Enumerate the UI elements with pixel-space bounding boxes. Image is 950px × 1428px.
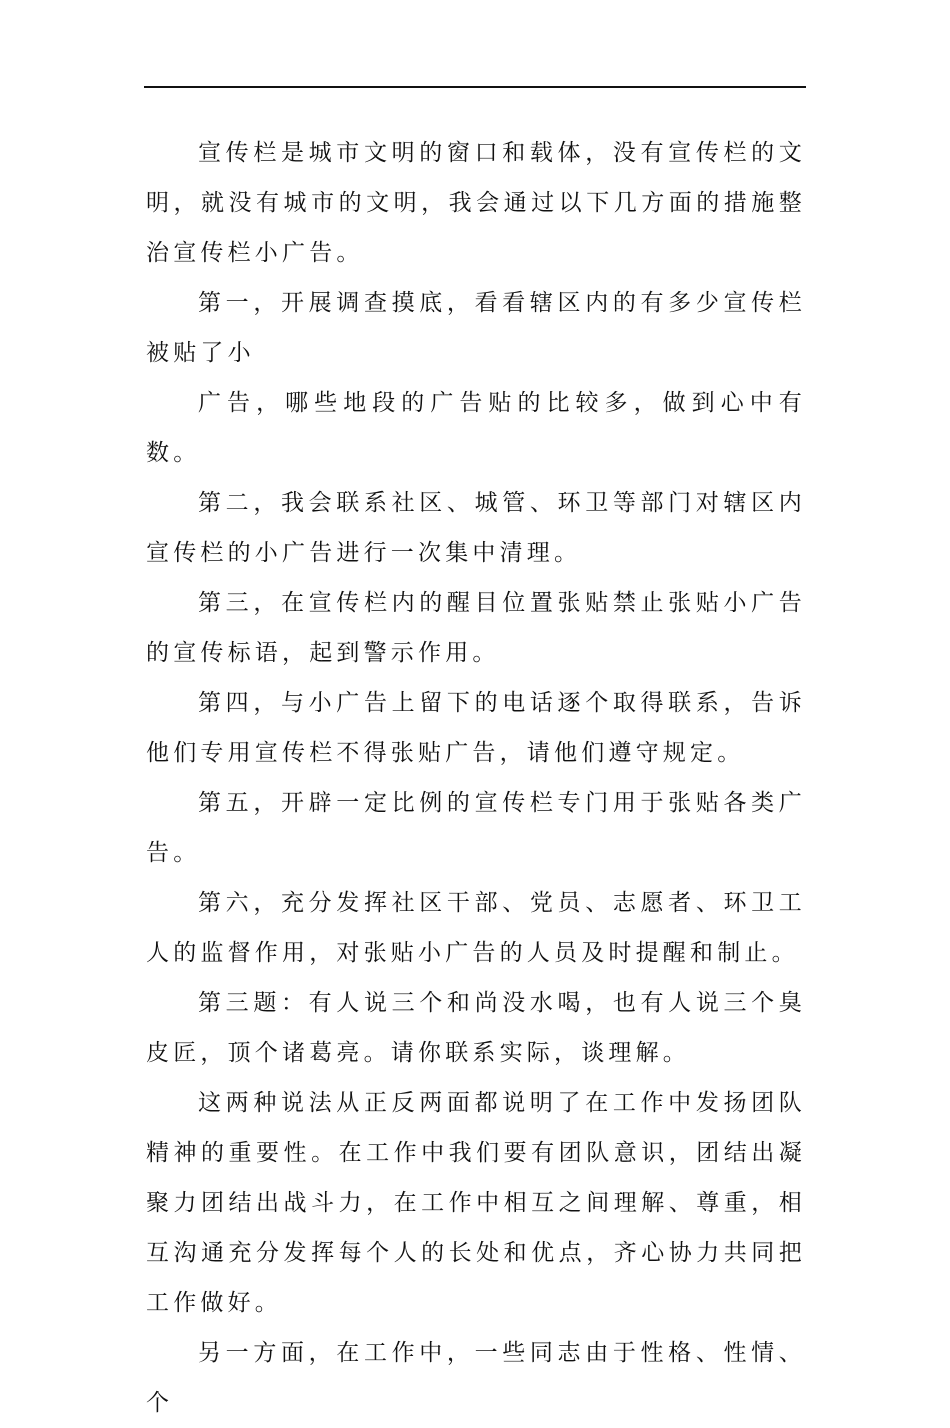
- paragraph: 第四，与小广告上留下的电话逐个取得联系，告诉他们专用宣传栏不得张贴广告，请他们遵守规定。: [146, 690, 806, 766]
- paragraph: 宣传栏是城市文明的窗口和载体，没有宣传栏的文明，就没有城市的文明，我会通过以下几方面的措施整治宣传栏小广告。: [146, 140, 806, 266]
- paragraph: 第二，我会联系社区、城管、环卫等部门对辖区内宣传栏的小广告进行一次集中清理。: [146, 490, 806, 566]
- header-rule: [144, 86, 806, 88]
- paragraph: 广告，哪些地段的广告贴的比较多，做到心中有数。: [146, 390, 806, 466]
- paragraph: 第一，开展调查摸底，看看辖区内的有多少宣传栏被贴了小: [146, 290, 806, 366]
- paragraph: 这两种说法从正反两面都说明了在工作中发扬团队精神的重要性。在工作中我们要有团队意识，团结出凝聚力团结出战斗力，在工作中相互之间理解、尊重，相互沟通充分发挥每个人的长处和优点，齐心协力共同把工作做好。: [146, 1090, 806, 1316]
- paragraph: 另一方面，在工作中，一些同志由于性格、性情、个: [146, 1340, 806, 1416]
- paragraph: 第三，在宣传栏内的醒目位置张贴禁止张贴小广告的宣传标语，起到警示作用。: [146, 590, 806, 666]
- paragraph: 第六，充分发挥社区干部、党员、志愿者、环卫工人的监督作用，对张贴小广告的人员及时提醒和制止。: [146, 890, 806, 966]
- paragraph: 第三题：有人说三个和尚没水喝，也有人说三个臭皮匠，顶个诸葛亮。请你联系实际，谈理解。: [146, 990, 806, 1066]
- document-body: [146, 128, 806, 1428]
- paragraph: 第五，开辟一定比例的宣传栏专门用于张贴各类广告。: [146, 790, 806, 866]
